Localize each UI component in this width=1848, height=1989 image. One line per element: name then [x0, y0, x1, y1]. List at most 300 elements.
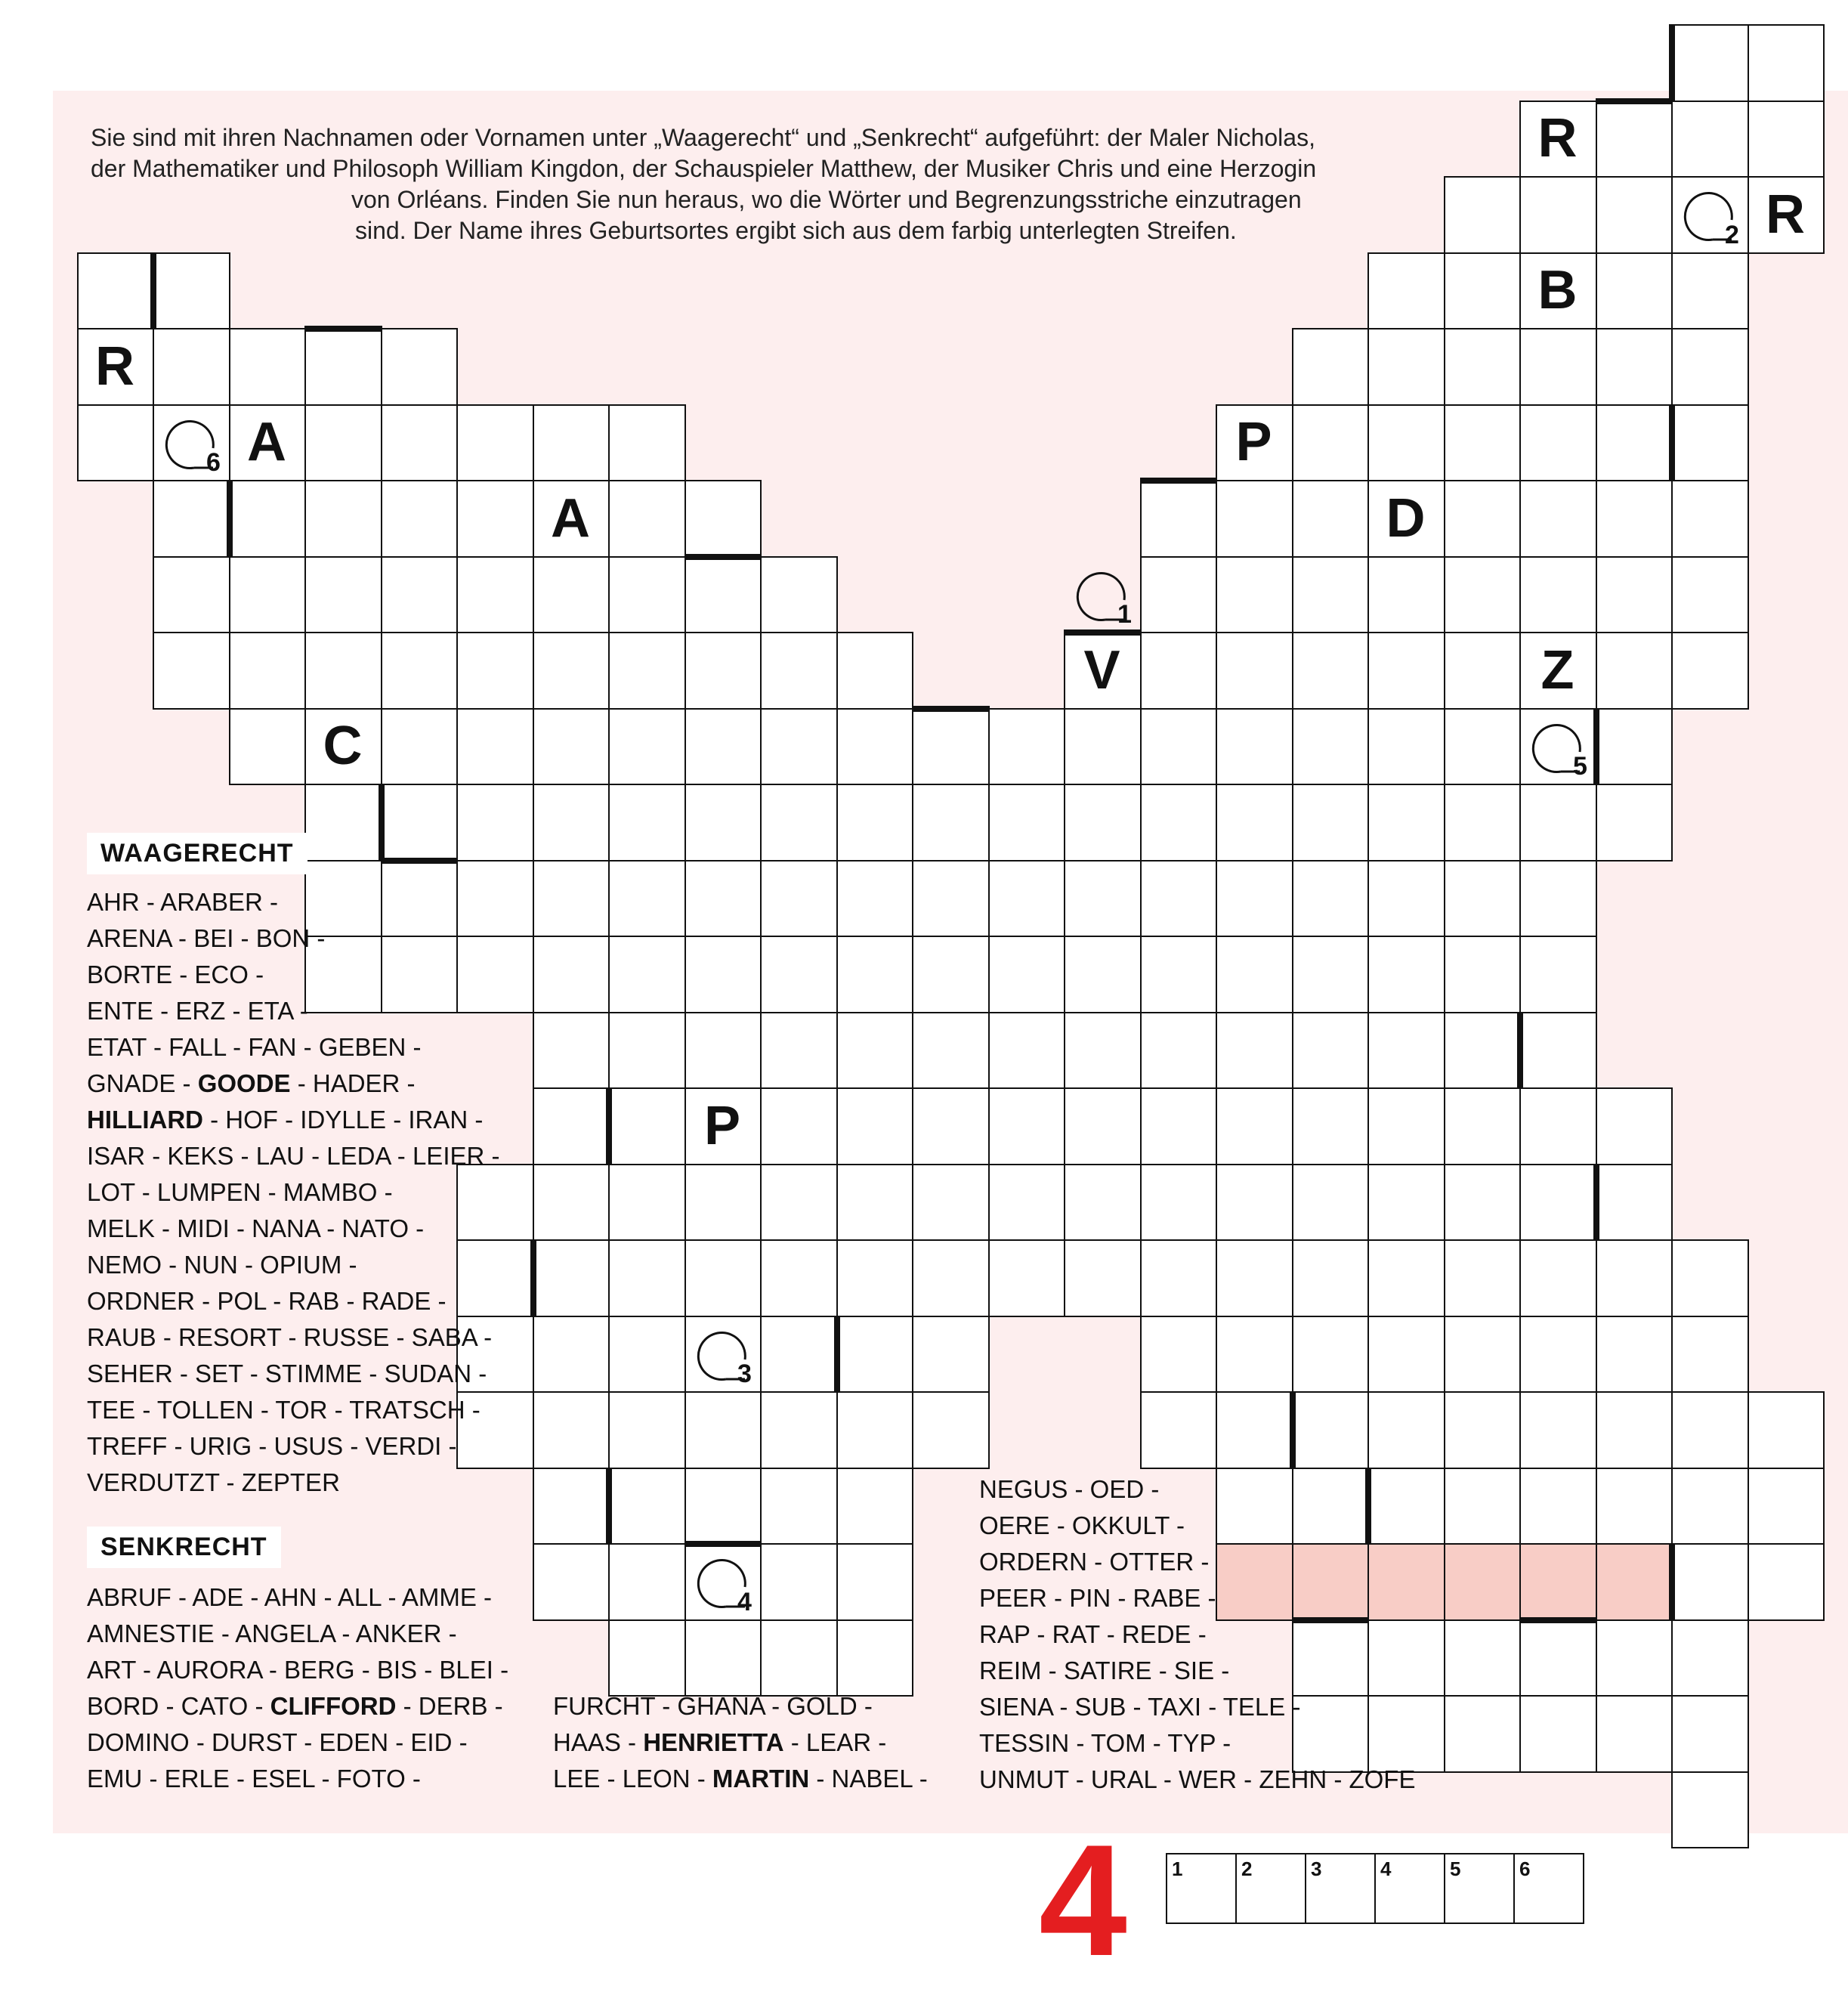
grid-cell[interactable] [836, 1239, 913, 1317]
grid-cell[interactable] [1519, 1164, 1597, 1241]
grid-cell[interactable] [533, 404, 610, 481]
solution-box[interactable] [1513, 1853, 1584, 1924]
grid-cell[interactable] [1292, 784, 1369, 861]
grid-cell[interactable] [1671, 1468, 1749, 1545]
grid-cell[interactable] [1140, 1164, 1217, 1241]
grid-cell[interactable] [760, 1164, 838, 1241]
grid-cell[interactable] [533, 480, 610, 558]
grid-cell[interactable] [988, 708, 1065, 785]
grid-cell[interactable] [456, 556, 534, 633]
grid-cell[interactable] [1596, 1164, 1673, 1241]
grid-cell[interactable] [1596, 708, 1673, 785]
grid-cell[interactable] [1140, 1239, 1217, 1317]
grid-cell[interactable] [912, 860, 990, 937]
grid-cell[interactable] [456, 708, 534, 785]
grid-cell[interactable] [1367, 252, 1445, 329]
grid-cell[interactable] [381, 480, 458, 558]
grid-cell[interactable] [381, 328, 458, 406]
grid-cell[interactable] [1596, 1695, 1673, 1773]
grid-cell[interactable] [836, 936, 913, 1013]
grid-cell[interactable] [1671, 1771, 1749, 1848]
grid-cell[interactable] [1519, 784, 1597, 861]
word-list-line [87, 1725, 508, 1761]
grid-cell[interactable] [1367, 708, 1445, 785]
grid-cell[interactable] [685, 556, 762, 633]
grid-cell[interactable] [1064, 1087, 1142, 1165]
grid-cell[interactable] [836, 1316, 913, 1393]
grid-cell[interactable] [1519, 1012, 1597, 1089]
word-text: - HADER - [290, 1069, 416, 1097]
grid-cell[interactable] [1216, 860, 1293, 937]
grid-cell[interactable] [1671, 632, 1749, 710]
grid-cell[interactable] [1292, 860, 1369, 937]
grid-cell[interactable] [760, 1391, 838, 1469]
grid-cell[interactable] [1519, 328, 1597, 406]
grid-cell[interactable] [988, 1087, 1065, 1165]
grid-cell[interactable] [685, 1164, 762, 1241]
grid-cell[interactable] [1596, 1468, 1673, 1545]
grid-cell[interactable] [1292, 328, 1369, 406]
grid-cell[interactable] [1367, 784, 1445, 861]
grid-cell[interactable] [1671, 1239, 1749, 1317]
grid-cell[interactable] [304, 404, 382, 481]
grid-cell[interactable] [608, 1316, 686, 1393]
grid-cell[interactable] [760, 860, 838, 937]
solution-box[interactable] [1235, 1853, 1306, 1924]
grid-cell[interactable] [1596, 252, 1673, 329]
grid-cell[interactable] [760, 1619, 838, 1697]
grid-cell[interactable] [1444, 1316, 1521, 1393]
grid-cell[interactable] [1444, 1543, 1521, 1621]
grid-cell[interactable] [685, 1619, 762, 1697]
grid-cell[interactable] [836, 1164, 913, 1241]
grid-cell[interactable] [988, 936, 1065, 1013]
grid-cell[interactable] [1671, 101, 1749, 178]
grid-cell[interactable] [1444, 404, 1521, 481]
grid-cell[interactable] [1671, 176, 1749, 254]
grid-cell[interactable] [1671, 1619, 1749, 1697]
grid-cell[interactable] [836, 1619, 913, 1697]
grid-cell[interactable] [229, 556, 306, 633]
grid-cell[interactable] [1671, 1543, 1749, 1621]
grid-cell[interactable] [1444, 176, 1521, 254]
grid-cell[interactable] [1140, 708, 1217, 785]
grid-cell[interactable] [1444, 1087, 1521, 1165]
grid-cell[interactable] [685, 480, 762, 558]
grid-cell[interactable] [1367, 480, 1445, 558]
grid-cell[interactable] [1367, 936, 1445, 1013]
grid-cell[interactable] [1216, 556, 1293, 633]
grid-cell[interactable] [608, 708, 686, 785]
grid-cell[interactable] [760, 1012, 838, 1089]
grid-cell[interactable] [229, 328, 306, 406]
grid-cell[interactable] [912, 708, 990, 785]
grid-cell[interactable] [1596, 784, 1673, 861]
grid-cell[interactable] [456, 404, 534, 481]
grid-cell[interactable] [608, 936, 686, 1013]
grid-cell[interactable] [1519, 708, 1597, 785]
grid-cell[interactable] [685, 936, 762, 1013]
grid-cell[interactable] [1444, 480, 1521, 558]
grid-cell[interactable] [988, 784, 1065, 861]
grid-cell[interactable] [153, 556, 230, 633]
grid-cell[interactable] [912, 1087, 990, 1165]
grid-cell[interactable] [1292, 936, 1369, 1013]
grid-cell[interactable] [1519, 1087, 1597, 1165]
grid-cell[interactable] [1671, 24, 1749, 102]
grid-cell[interactable] [1444, 860, 1521, 937]
grid-cell[interactable] [153, 252, 230, 329]
solution-box[interactable] [1374, 1853, 1445, 1924]
grid-cell[interactable] [685, 1087, 762, 1165]
word-list-line [87, 1652, 508, 1688]
grid-cell[interactable] [1367, 1164, 1445, 1241]
grid-cell[interactable] [1064, 784, 1142, 861]
grid-cell[interactable] [1216, 632, 1293, 710]
grid-cell[interactable] [1671, 1391, 1749, 1469]
grid-cell[interactable] [1367, 1316, 1445, 1393]
grid-cell[interactable] [685, 784, 762, 861]
grid-cell[interactable] [1748, 176, 1825, 254]
grid-cell[interactable] [77, 328, 154, 406]
grid-cell[interactable] [304, 784, 382, 861]
grid-cell[interactable] [608, 860, 686, 937]
grid-cell[interactable] [1671, 404, 1749, 481]
grid-cell[interactable] [608, 1239, 686, 1317]
grid-cell[interactable] [836, 784, 913, 861]
grid-cell[interactable] [1292, 708, 1369, 785]
grid-cell[interactable] [533, 1316, 610, 1393]
grid-cell[interactable] [685, 1316, 762, 1393]
grid-cell[interactable] [1671, 480, 1749, 558]
grid-cell[interactable] [153, 328, 230, 406]
word-list-line [87, 920, 499, 957]
grid-cell[interactable] [608, 1164, 686, 1241]
grid-cell[interactable] [456, 632, 534, 710]
grid-cell[interactable] [685, 1239, 762, 1317]
grid-cell[interactable] [1444, 1695, 1521, 1773]
grid-cell[interactable] [1367, 632, 1445, 710]
grid-cell[interactable] [1519, 480, 1597, 558]
grid-cell[interactable] [912, 1012, 990, 1089]
grid-cell[interactable] [760, 936, 838, 1013]
grid-cell[interactable] [988, 1239, 1065, 1317]
grid-cell[interactable] [1292, 480, 1369, 558]
grid-cell[interactable] [533, 556, 610, 633]
grid-cell[interactable] [1596, 556, 1673, 633]
grid-cell[interactable] [533, 784, 610, 861]
grid-cell[interactable] [1367, 1087, 1445, 1165]
grid-cell[interactable] [608, 1012, 686, 1089]
grid-cell[interactable] [229, 632, 306, 710]
grid-cell[interactable] [760, 1239, 838, 1317]
grid-cell[interactable] [1519, 1543, 1597, 1621]
grid-cell[interactable] [1064, 936, 1142, 1013]
grid-cell[interactable] [1671, 1316, 1749, 1393]
grid-cell[interactable] [608, 404, 686, 481]
grid-cell[interactable] [912, 936, 990, 1013]
grid-cell[interactable] [77, 404, 154, 481]
grid-cell[interactable] [1444, 1239, 1521, 1317]
grid-cell[interactable] [608, 784, 686, 861]
grid-cell[interactable] [1519, 1391, 1597, 1469]
grid-cell[interactable] [1444, 252, 1521, 329]
grid-cell[interactable] [1748, 24, 1825, 102]
grid-cell[interactable] [685, 708, 762, 785]
solution-box-number: 5 [1450, 1858, 1461, 1880]
grid-cell[interactable] [912, 1391, 990, 1469]
grid-cell[interactable] [1292, 1391, 1369, 1469]
grid-cell[interactable] [533, 1164, 610, 1241]
grid-cell[interactable] [1444, 784, 1521, 861]
solution-box[interactable] [1444, 1853, 1515, 1924]
grid-cell[interactable] [1140, 936, 1217, 1013]
grid-cell[interactable] [1596, 1316, 1673, 1393]
grid-cell[interactable] [1519, 176, 1597, 254]
grid-cell[interactable] [229, 708, 306, 785]
grid-cell[interactable] [1671, 252, 1749, 329]
grid-cell[interactable] [1292, 1012, 1369, 1089]
grid-cell[interactable] [912, 784, 990, 861]
word-list-line [87, 1174, 499, 1211]
grid-cell[interactable] [1216, 784, 1293, 861]
grid-cell[interactable] [1367, 404, 1445, 481]
grid-cell[interactable] [1216, 1239, 1293, 1317]
grid-cell[interactable] [685, 632, 762, 710]
grid-cell[interactable] [1444, 1468, 1521, 1545]
grid-cell[interactable] [1748, 101, 1825, 178]
grid-cell[interactable] [912, 1316, 990, 1393]
grid-cell[interactable] [685, 860, 762, 937]
grid-cell[interactable] [760, 1316, 838, 1393]
grid-cell[interactable] [760, 632, 838, 710]
grid-cell[interactable] [608, 1391, 686, 1469]
grid-cell[interactable] [229, 480, 306, 558]
grid-cell[interactable] [1140, 1012, 1217, 1089]
grid-cell[interactable] [1292, 1239, 1369, 1317]
grid-cell[interactable] [608, 1619, 686, 1697]
grid-cell[interactable] [836, 1543, 913, 1621]
solution-box[interactable] [1305, 1853, 1376, 1924]
grid-cell[interactable] [1367, 1391, 1445, 1469]
given-letter: C [323, 716, 363, 776]
grid-cell[interactable] [1444, 632, 1521, 710]
grid-cell[interactable] [1064, 860, 1142, 937]
grid-cell[interactable] [988, 1012, 1065, 1089]
grid-cell[interactable] [1140, 784, 1217, 861]
grid-cell[interactable] [836, 708, 913, 785]
grid-cell[interactable] [1596, 1087, 1673, 1165]
grid-cell[interactable] [1140, 632, 1217, 710]
grid-cell[interactable] [1064, 1239, 1142, 1317]
grid-cell[interactable] [1064, 1164, 1142, 1241]
grid-cell[interactable] [1216, 708, 1293, 785]
grid-cell[interactable] [381, 556, 458, 633]
grid-cell[interactable] [608, 1543, 686, 1621]
grid-cell[interactable] [1444, 1619, 1521, 1697]
grid-cell[interactable] [1748, 1543, 1825, 1621]
word-divider-bar [1593, 1164, 1599, 1241]
grid-cell[interactable] [836, 632, 913, 710]
grid-cell[interactable] [1140, 1087, 1217, 1165]
grid-cell[interactable] [77, 252, 154, 329]
grid-cell[interactable] [1367, 860, 1445, 937]
grid-cell[interactable] [1596, 1391, 1673, 1469]
grid-cell[interactable] [381, 404, 458, 481]
grid-cell[interactable] [1367, 1239, 1445, 1317]
grid-cell[interactable] [760, 708, 838, 785]
grid-cell[interactable] [1519, 252, 1597, 329]
grid-cell[interactable] [304, 556, 382, 633]
grid-cell[interactable] [1444, 1391, 1521, 1469]
grid-cell[interactable] [836, 1012, 913, 1089]
grid-cell[interactable] [1367, 328, 1445, 406]
grid-cell[interactable] [1519, 1695, 1597, 1773]
grid-cell[interactable] [1519, 632, 1597, 710]
grid-cell[interactable] [912, 1239, 990, 1317]
grid-cell[interactable] [685, 1391, 762, 1469]
word-list-line [979, 1762, 1415, 1798]
grid-cell[interactable] [1596, 1619, 1673, 1697]
solution-box[interactable] [1166, 1853, 1237, 1924]
grid-cell[interactable] [912, 1164, 990, 1241]
grid-cell[interactable] [304, 480, 382, 558]
grid-cell[interactable] [533, 708, 610, 785]
grid-cell[interactable] [1519, 936, 1597, 1013]
grid-cell[interactable] [381, 784, 458, 861]
grid-cell[interactable] [1519, 101, 1597, 178]
word-text: AMNESTIE - ANGELA - ANKER - [87, 1619, 457, 1647]
grid-cell[interactable] [456, 480, 534, 558]
grid-cell[interactable] [1671, 1695, 1749, 1773]
grid-cell[interactable] [1140, 860, 1217, 937]
grid-cell[interactable] [1748, 1468, 1825, 1545]
grid-cell[interactable] [1519, 860, 1597, 937]
grid-cell[interactable] [533, 1543, 610, 1621]
grid-cell[interactable] [1064, 632, 1142, 710]
grid-cell[interactable] [685, 1012, 762, 1089]
grid-cell[interactable] [1140, 1391, 1217, 1469]
grid-cell[interactable] [1748, 1391, 1825, 1469]
grid-cell[interactable] [1596, 1239, 1673, 1317]
grid-cell[interactable] [533, 1087, 610, 1165]
grid-cell[interactable] [1140, 556, 1217, 633]
grid-cell[interactable] [1519, 1316, 1597, 1393]
grid-cell[interactable] [533, 1391, 610, 1469]
grid-cell[interactable] [533, 1012, 610, 1089]
word-text: BORTE - ECO - [87, 960, 264, 988]
grid-cell[interactable] [1444, 1164, 1521, 1241]
grid-cell[interactable] [1064, 708, 1142, 785]
grid-cell[interactable] [608, 480, 686, 558]
grid-cell[interactable] [760, 1543, 838, 1621]
grid-cell[interactable] [153, 404, 230, 481]
grid-cell[interactable] [1671, 328, 1749, 406]
grid-cell[interactable] [1444, 936, 1521, 1013]
grid-cell[interactable] [1216, 404, 1293, 481]
grid-cell[interactable] [1596, 101, 1673, 178]
grid-cell[interactable] [381, 632, 458, 710]
grid-cell[interactable] [1292, 1164, 1369, 1241]
grid-cell[interactable] [1596, 1543, 1673, 1621]
grid-cell[interactable] [1519, 1619, 1597, 1697]
grid-cell[interactable] [760, 784, 838, 861]
grid-cell[interactable] [1216, 480, 1293, 558]
grid-cell[interactable] [1596, 632, 1673, 710]
grid-cell[interactable] [1519, 1468, 1597, 1545]
grid-cell[interactable] [533, 632, 610, 710]
grid-cell[interactable] [1596, 404, 1673, 481]
grid-cell[interactable] [1367, 556, 1445, 633]
grid-cell[interactable] [533, 1468, 610, 1545]
grid-cell[interactable] [153, 480, 230, 558]
grid-cell[interactable] [1292, 556, 1369, 633]
grid-cell[interactable] [1519, 404, 1597, 481]
grid-cell[interactable] [1444, 328, 1521, 406]
grid-cell[interactable] [760, 556, 838, 633]
grid-cell[interactable] [988, 860, 1065, 937]
grid-cell[interactable] [229, 404, 306, 481]
grid-cell[interactable] [304, 328, 382, 406]
grid-cell[interactable] [988, 1164, 1065, 1241]
grid-cell[interactable] [1064, 1012, 1142, 1089]
grid-cell[interactable] [153, 632, 230, 710]
grid-cell[interactable] [836, 1391, 913, 1469]
grid-cell[interactable] [1216, 1087, 1293, 1165]
grid-cell[interactable] [1216, 936, 1293, 1013]
grid-cell[interactable] [760, 1087, 838, 1165]
grid-cell[interactable] [1671, 556, 1749, 633]
grid-cell[interactable] [533, 860, 610, 937]
grid-cell[interactable] [1596, 176, 1673, 254]
grid-cell[interactable] [685, 1468, 762, 1545]
grid-cell[interactable] [1140, 480, 1217, 558]
grid-cell[interactable] [1140, 1316, 1217, 1393]
grid-cell[interactable] [1292, 632, 1369, 710]
grid-cell[interactable] [836, 1468, 913, 1545]
grid-cell[interactable] [685, 1543, 762, 1621]
grid-cell[interactable] [760, 1468, 838, 1545]
grid-cell[interactable] [1596, 480, 1673, 558]
grid-cell[interactable] [533, 936, 610, 1013]
grid-cell[interactable] [1216, 1391, 1293, 1469]
grid-cell[interactable] [1292, 1316, 1369, 1393]
grid-cell[interactable] [1216, 1164, 1293, 1241]
grid-cell[interactable] [1444, 1012, 1521, 1089]
grid-cell[interactable] [1444, 556, 1521, 633]
grid-cell[interactable] [533, 1239, 610, 1317]
grid-cell[interactable] [1596, 328, 1673, 406]
grid-cell[interactable] [1292, 404, 1369, 481]
grid-cell[interactable] [1367, 1012, 1445, 1089]
grid-cell[interactable] [304, 632, 382, 710]
grid-cell[interactable] [1216, 1012, 1293, 1089]
grid-cell[interactable] [836, 860, 913, 937]
grid-cell[interactable] [836, 1087, 913, 1165]
grid-cell[interactable] [608, 1468, 686, 1545]
grid-cell[interactable] [304, 708, 382, 785]
grid-cell[interactable] [1519, 556, 1597, 633]
grid-cell[interactable] [1292, 1087, 1369, 1165]
grid-cell[interactable] [608, 556, 686, 633]
grid-cell[interactable] [1216, 1316, 1293, 1393]
grid-cell[interactable] [608, 1087, 686, 1165]
grid-cell[interactable] [1519, 1239, 1597, 1317]
grid-cell[interactable] [608, 632, 686, 710]
grid-cell[interactable] [456, 784, 534, 861]
grid-cell[interactable] [1444, 708, 1521, 785]
grid-cell[interactable] [381, 708, 458, 785]
